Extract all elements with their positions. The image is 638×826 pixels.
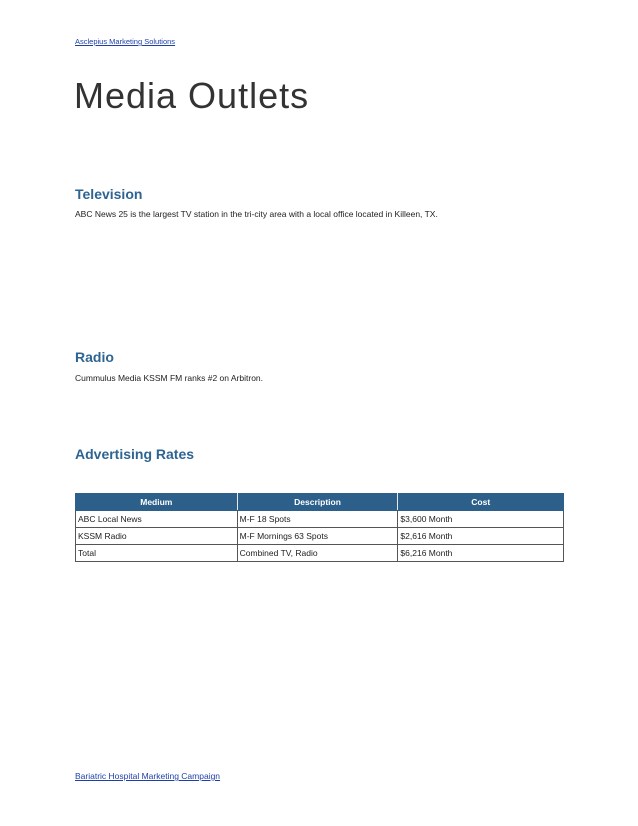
column-header-cost: Cost (398, 494, 564, 511)
page-title: Media Outlets (74, 75, 310, 116)
table-cell-cost: $6,216 Month (398, 545, 564, 562)
table-cell-description: Combined TV, Radio (237, 545, 398, 562)
column-header-medium: Medium (76, 494, 238, 511)
table-cell-medium: KSSM Radio (76, 528, 238, 545)
table-row (76, 511, 564, 528)
table-cell-medium: ABC Local News (76, 511, 238, 528)
header-company-link[interactable]: Asclepius Marketing Solutions (75, 37, 176, 46)
radio-text: Cummulus Media KSSM FM ranks #2 on Arbitron. (75, 373, 264, 383)
table-cell-cost: $2,616 Month (398, 528, 564, 545)
advertising-rates-heading: Advertising Rates (75, 446, 195, 462)
television-heading: Television (75, 186, 143, 202)
table-cell-description: M-F Mornings 63 Spots (237, 528, 398, 545)
radio-heading: Radio (75, 349, 114, 365)
table-cell-cost: $3,600 Month (398, 511, 564, 528)
television-text: ABC News 25 is the largest TV station in the tri-city area with a local office located in Killeen, TX. (75, 209, 438, 219)
table-row (76, 528, 564, 545)
footer-campaign-link[interactable]: Bariatric Hospital Marketing Campaign (75, 771, 221, 781)
table-row (76, 545, 564, 562)
column-header-description: Description (237, 494, 398, 511)
table-header-row (76, 494, 564, 511)
table-cell-description: M-F 18 Spots (237, 511, 398, 528)
table-cell-medium: Total (76, 545, 238, 562)
advertising-rates-table (75, 493, 564, 562)
